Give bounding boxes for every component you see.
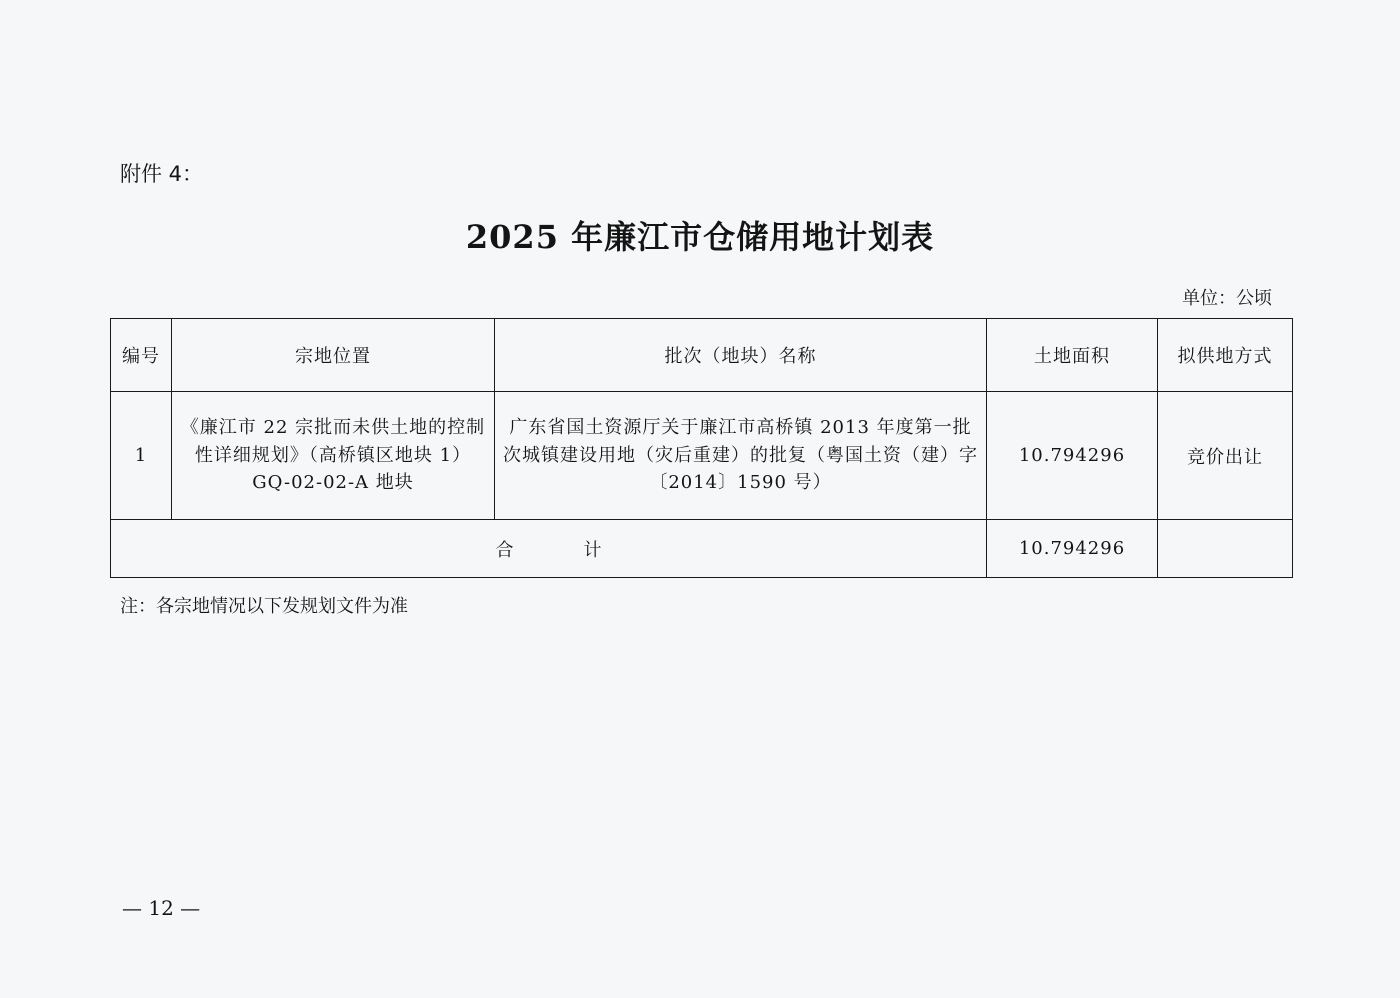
cell-location: 《廉江市 22 宗批而未供土地的控制性详细规划》（高桥镇区地块 1）GQ-02-02-A 地块 xyxy=(172,392,495,520)
footnote: 注：各宗地情况以下发规划文件为准 xyxy=(120,596,408,617)
document-title: 2025 年廉江市仓储用地计划表 xyxy=(465,218,935,256)
table-total-row xyxy=(111,520,1293,578)
total-label: 合计 xyxy=(111,520,987,578)
page-number: — 12 — xyxy=(122,896,201,920)
header-area: 土地面积 xyxy=(987,319,1158,392)
header-location: 宗地位置 xyxy=(172,319,495,392)
header-batch-name: 批次（地块）名称 xyxy=(495,319,987,392)
table-header-row xyxy=(111,319,1293,392)
cell-batch-name: 广东省国土资源厅关于廉江市高桥镇 2013 年度第一批次城镇建设用地（灾后重建）的批复（粤国土资（建）字〔2014〕1590 号） xyxy=(495,392,987,520)
attachment-label: 附件 4： xyxy=(120,162,204,186)
total-method xyxy=(1158,520,1293,578)
header-id: 编号 xyxy=(111,319,172,392)
cell-supply-method: 竞价出让 xyxy=(1158,392,1293,520)
land-plan-table xyxy=(110,318,1293,578)
table-row xyxy=(111,392,1293,520)
total-area: 10.794296 xyxy=(987,520,1158,578)
cell-area: 10.794296 xyxy=(987,392,1158,520)
unit-label: 单位：公顷 xyxy=(1182,288,1272,309)
header-supply-method: 拟供地方式 xyxy=(1158,319,1293,392)
cell-id: 1 xyxy=(111,392,172,520)
